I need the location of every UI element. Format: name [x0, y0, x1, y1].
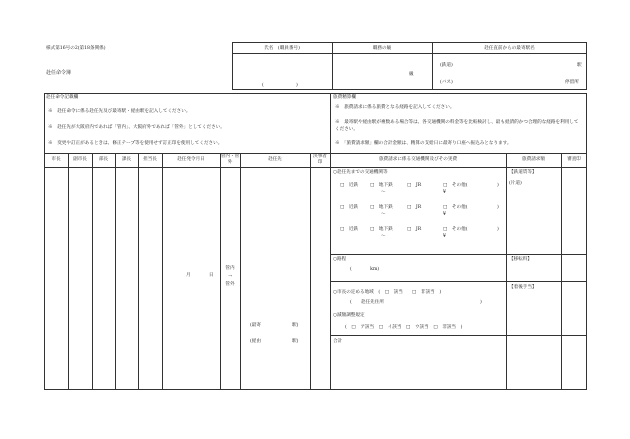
left-note-3: ※ 変更や訂正があるときは、修正テープ等を使用せず訂正印を使用してください。 — [48, 141, 223, 146]
position-header: 職務の級 — [372, 46, 392, 51]
area-title[interactable]: ○市長の定める地域 ( □ 該当 □ 非該当 ) — [333, 290, 442, 295]
station-header: 赴任直前からの最寄駅名 — [484, 46, 535, 51]
tilde-2: 〜 — [381, 212, 386, 217]
col-review-stamp: 審査印 — [567, 157, 581, 162]
transport-title: ○赴任先までの交通機関等 — [333, 170, 388, 175]
opt-kintetsu-2[interactable]: □ 近鉄 — [340, 205, 359, 210]
arrow-label: → — [228, 274, 232, 279]
opt-other-1[interactable]: □ その他( — [443, 183, 468, 188]
distance-km[interactable]: ( km) — [350, 267, 380, 272]
name-header: 氏名 (職員番号) — [264, 46, 300, 51]
col-order-date: 赴任発令月日 — [177, 157, 205, 162]
area-address-close: ) — [480, 300, 482, 305]
right-notes-title: 旅費精算欄 — [333, 95, 356, 100]
employee-number-field[interactable]: ( ) — [262, 83, 298, 88]
col-approver: 決事者印 — [313, 154, 327, 165]
opt-subway-3[interactable]: □ 地下鉄 — [370, 227, 393, 232]
col-destination: 赴任先 — [268, 157, 282, 162]
opt-subway-2[interactable]: □ 地下鉄 — [370, 205, 393, 210]
form-number: 様式第16号の2(第18条関係) — [46, 46, 106, 51]
col-section-chief: 課長 — [121, 157, 132, 162]
form-title: 赴任命令簿 — [46, 70, 72, 76]
opt-other-close-2: ) — [497, 205, 499, 210]
allowance-claim-label: 【着後手当】 — [509, 285, 537, 290]
distance-title: ○路程 — [333, 257, 347, 262]
col-in-out: 管内・管外 — [220, 154, 240, 165]
adjust-options[interactable]: ( □ ア該当 □ イ該当 □ ウ該当 □ 非該当 ) — [345, 325, 463, 330]
nearest-station-label: (最寄 — [250, 323, 261, 328]
yen-1: ¥ — [443, 190, 446, 195]
bus-label: (バス) — [440, 80, 453, 85]
col-transport: 旅費請求に係る交通機関及びその実費 — [378, 157, 458, 162]
right-note-2: ※ 最寄駅や経由駅が複数ある場合等は、各交通機関の料金等を比較検討し、最も経済的かつ合理的な経路を利用してください。 — [335, 120, 579, 132]
grade-suffix: 級 — [409, 72, 414, 77]
col-person-in-charge: 担当長 — [143, 157, 157, 162]
col-deputy-mayor: 副市長 — [73, 157, 87, 162]
opt-jr-3[interactable]: □ JR — [407, 227, 422, 232]
rail-claim-label: 【鉄道賃等】 — [509, 170, 537, 175]
opt-other-close-1: ) — [497, 183, 499, 188]
rail-label: (鉄道) — [440, 63, 453, 68]
col-claim-amount: 旅費請求額 — [522, 157, 545, 162]
adjust-title: ○減額調整規定 — [333, 313, 365, 318]
station-suffix: 駅 — [577, 63, 582, 68]
in-label: 管内 — [225, 266, 235, 271]
tilde-1: 〜 — [381, 190, 386, 195]
col-director: 部長 — [98, 157, 109, 162]
out-label: 管外 — [225, 282, 235, 287]
opt-jr-2[interactable]: □ JR — [407, 205, 422, 210]
date-month: 月 — [186, 273, 191, 278]
area-address[interactable]: ( 赴任先住所 — [350, 300, 384, 305]
right-note-1: ※ 旅費請求に係る旅費となる経路を記入してください。 — [335, 105, 455, 110]
via-station-close: 駅) — [292, 339, 299, 344]
opt-kintetsu-3[interactable]: □ 近鉄 — [340, 227, 359, 232]
opt-subway-1[interactable]: □ 地下鉄 — [370, 183, 393, 188]
nearest-station-close: 駅) — [292, 323, 299, 328]
opt-other-close-3: ) — [497, 227, 499, 232]
total-label: 合計 — [333, 339, 343, 344]
tilde-3: 〜 — [381, 234, 386, 239]
opt-jr-1[interactable]: □ JR — [407, 183, 422, 188]
date-day: 日 — [209, 273, 214, 278]
left-note-1: ※ 赴任命令に係る赴任先及び最寄駅・経由駅を記入してください。 — [48, 109, 191, 114]
yen-3: ¥ — [443, 234, 446, 239]
move-claim-label: 【移転料】 — [509, 257, 532, 262]
via-station-label: (経由 — [250, 339, 261, 344]
left-notes-title: 赴任命令記載欄 — [46, 95, 79, 100]
right-note-3: ※ 「旅費請求額」欄の合計金額は、精算の支給日に最寄り口座へ振込みとなります。 — [335, 141, 512, 146]
rail-claim-sub: (片道) — [509, 181, 522, 186]
left-note-2: ※ 赴任先が大阪府内であれば「管内」、大阪府外であれば「管外」としてください。 — [48, 125, 225, 130]
opt-other-2[interactable]: □ その他( — [443, 205, 468, 210]
col-mayor: 市長 — [51, 157, 61, 162]
yen-2: ¥ — [443, 212, 446, 217]
opt-other-3[interactable]: □ その他( — [443, 227, 468, 232]
bus-stop-suffix: 停留所 — [565, 80, 579, 85]
opt-kintetsu-1[interactable]: □ 近鉄 — [340, 183, 359, 188]
